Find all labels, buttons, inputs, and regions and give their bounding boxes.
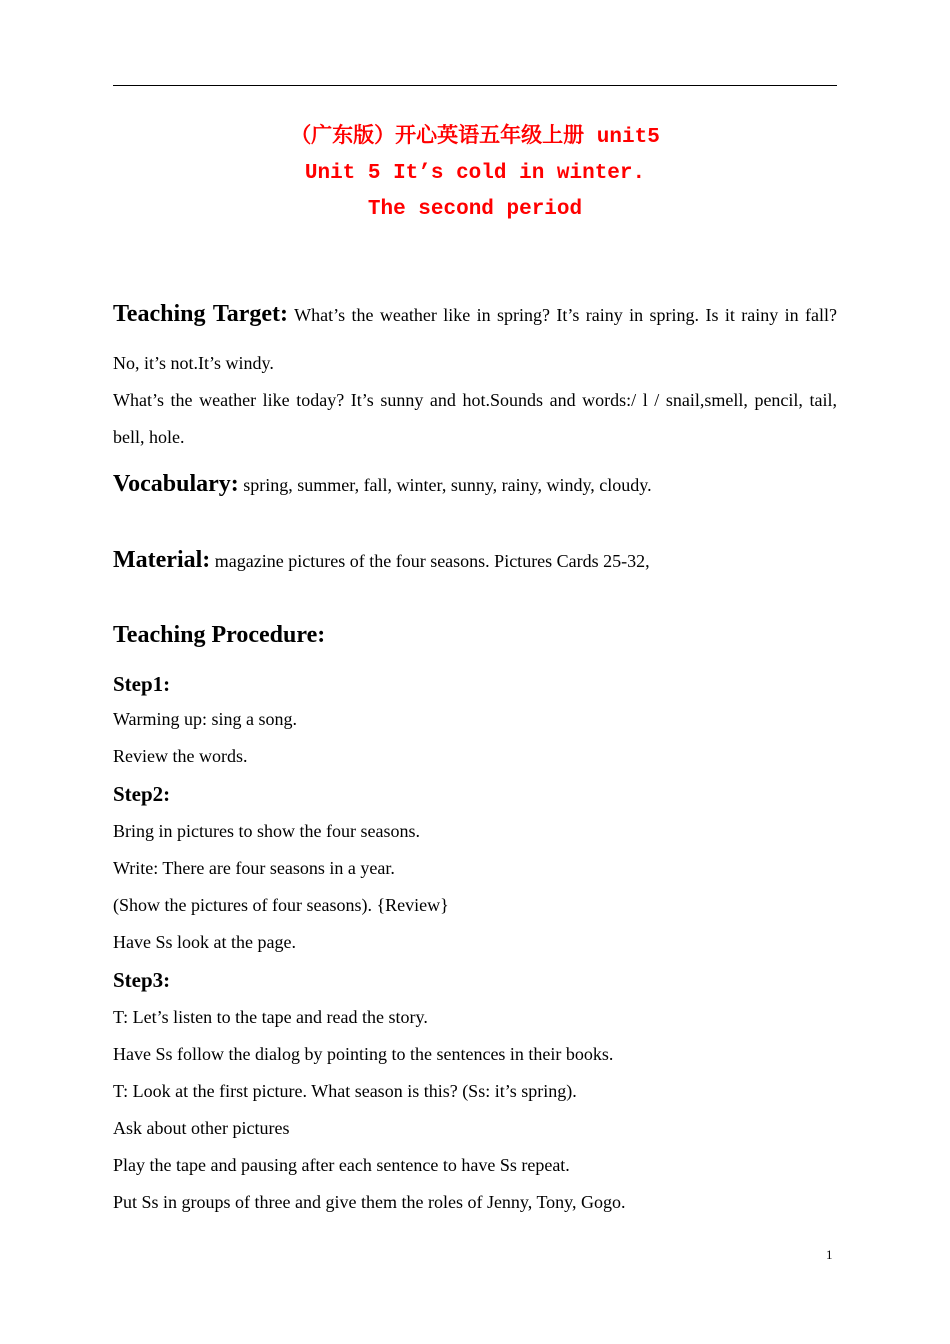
teaching-target-paragraph — [113, 290, 837, 387]
material-paragraph — [113, 540, 837, 581]
step-2-line: Bring in pictures to show the four seasons. — [113, 821, 420, 841]
step-2 — [113, 775, 837, 961]
step-3-line: Play the tape and pausing after each sentence to have Ss repeat. — [113, 1155, 570, 1175]
teaching-target-label: Teaching Target: — [113, 301, 289, 327]
title-block — [113, 120, 837, 228]
procedure-heading: Teaching Procedure: — [113, 622, 326, 648]
step-1-line: Review the words. — [113, 746, 248, 766]
step-2-line: Have Ss look at the page. — [113, 932, 296, 952]
material-label: Material: — [113, 547, 211, 573]
title-line-1: （广东版）开心英语五年级上册 unit5 — [290, 126, 660, 149]
step-3 — [113, 961, 837, 1221]
step-1-line: Warming up: sing a song. — [113, 709, 298, 729]
title-line-2: Unit 5 It’s cold in winter. — [304, 162, 646, 185]
vocabulary-label: Vocabulary: — [113, 471, 239, 497]
vocabulary-text: spring, summer, fall, winter, sunny, rainy, windy, cloudy. — [238, 475, 652, 495]
step-3-line: Ask about other pictures — [113, 1118, 290, 1138]
step-1-heading: Step1: — [113, 672, 171, 696]
title-line-3: The second period — [367, 198, 583, 221]
step-2-line: (Show the pictures of four seasons). {Review} — [113, 895, 449, 915]
vocabulary-paragraph — [113, 464, 837, 505]
step-1 — [113, 667, 837, 775]
teaching-target-paragraph-2: What’s the weather like today? It’s sunny and hot.Sounds and words:/ l / snail,smell, pencil, tail, bell, hole. — [113, 390, 837, 447]
step-3-line: T: Let’s listen to the tape and read the story. — [113, 1007, 428, 1027]
step-3-line: Have Ss follow the dialog by pointing to the sentences in their books. — [113, 1044, 614, 1064]
step-3-line: T: Look at the first picture. What season is this? (Ss: it’s spring). — [113, 1081, 577, 1101]
step-3-heading: Step3: — [113, 968, 171, 992]
step-3-line: Put Ss in groups of three and give them the roles of Jenny, Tony, Gogo. — [113, 1192, 626, 1212]
material-text: magazine pictures of the four seasons. Pictures Cards 25-32, — [210, 551, 650, 571]
teaching-target-text: What’s the weather like in spring? It’s rainy in spring. Is it rainy in fall? No, it’s not.It’s windy. — [113, 305, 837, 373]
header-rule — [113, 85, 837, 86]
step-2-line: Write: There are four seasons in a year. — [113, 858, 395, 878]
page-number: 1 — [826, 1247, 833, 1262]
document-body — [113, 290, 837, 1221]
step-2-heading: Step2: — [113, 782, 171, 806]
